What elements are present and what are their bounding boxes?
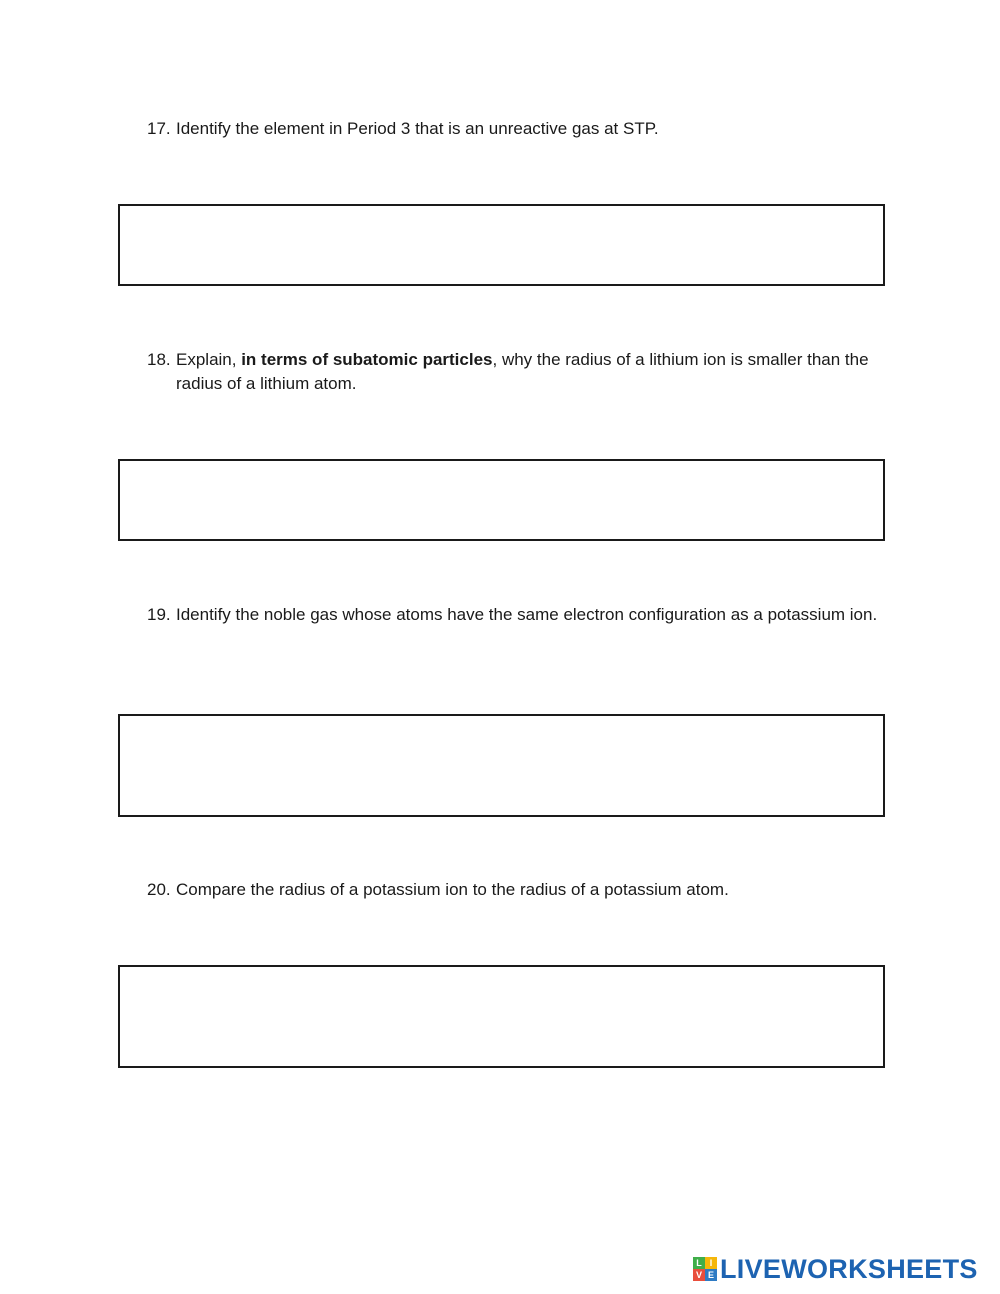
question-17 (147, 117, 887, 141)
question-text (176, 603, 887, 627)
question-number: 17. (147, 119, 171, 138)
question-number: 18. (147, 350, 171, 369)
answer-box-17[interactable] (118, 204, 885, 286)
question-18 (147, 348, 887, 396)
question-number: 19. (147, 605, 171, 624)
question-text-part: Compare the radius of a potassium ion to the radius of a potassium atom. (176, 880, 729, 899)
logo-text: LIVEWORKSHEETS (720, 1254, 978, 1284)
logo-mark-icon (693, 1257, 717, 1281)
question-text-part: , why the radius of a lithium ion is smaller than the radius of a lithium atom. (176, 350, 869, 393)
logo-mark-letter: E (705, 1269, 717, 1281)
question-text-part: Explain, (176, 350, 242, 369)
question-text (176, 878, 887, 902)
answer-box-20[interactable] (118, 965, 885, 1068)
question-number: 20. (147, 880, 171, 899)
question-19 (147, 603, 887, 627)
question-text-part: Identify the element in Period 3 that is an unreactive gas at STP. (176, 119, 659, 138)
answer-box-19[interactable] (118, 714, 885, 817)
logo-mark-letter: L (693, 1257, 705, 1269)
question-text (176, 117, 887, 141)
logo-mark-letter: V (693, 1269, 705, 1281)
question-text-emphasis: in terms of subatomic particles (241, 350, 493, 369)
logo-mark-letter: I (705, 1257, 717, 1269)
liveworksheets-logo (693, 1255, 978, 1283)
question-text-part: Identify the noble gas whose atoms have the same electron configuration as a potassium ion. (176, 605, 878, 624)
question-text (176, 348, 887, 396)
question-20 (147, 878, 887, 902)
answer-box-18[interactable] (118, 459, 885, 541)
